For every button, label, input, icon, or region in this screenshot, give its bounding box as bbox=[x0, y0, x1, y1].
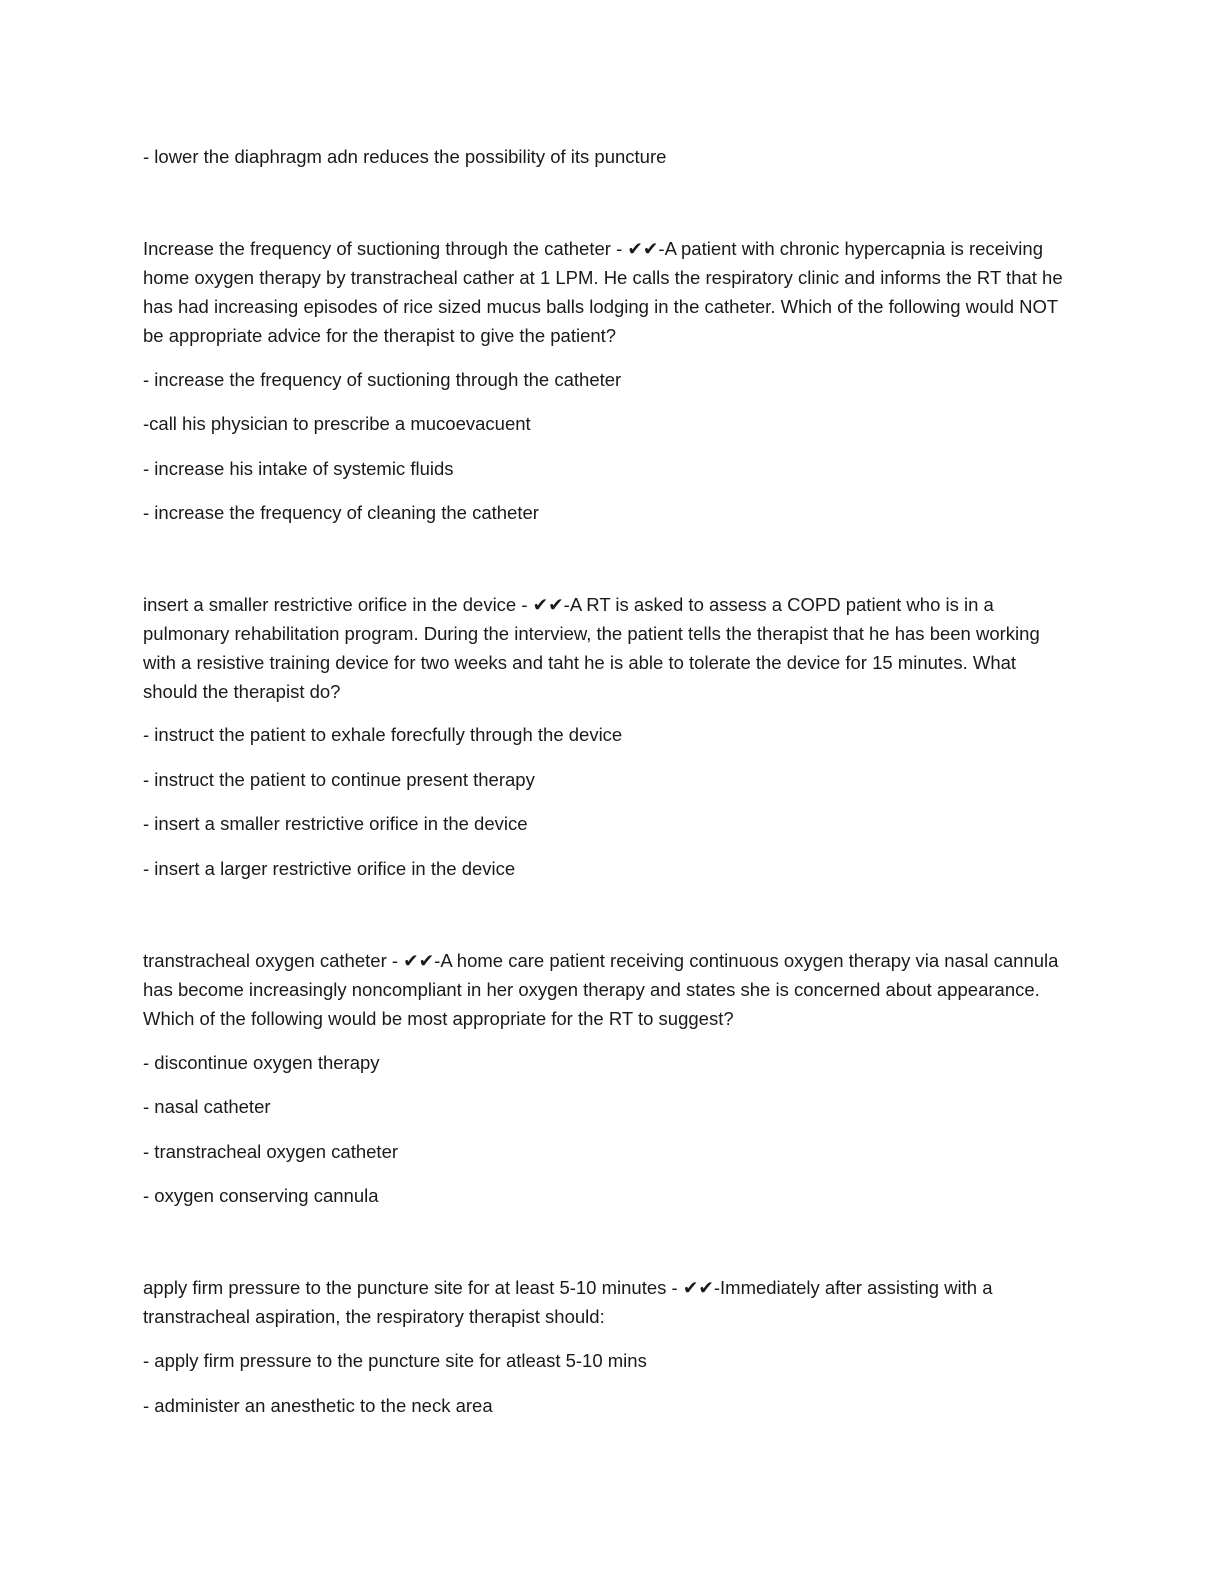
option-line: - insert a larger restrictive orifice in the device bbox=[143, 858, 516, 879]
option-line: - increase his intake of systemic fluids bbox=[143, 458, 454, 479]
question-text: A patient with chronic hypercapnia is receiving home oxygen therapy by transtracheal cather at 1 LPM. He calls the respiratory clinic and informs the RT that he has had increasing episodes of rice sized mucus balls lodging in the catheter. Which of the following would NOT be appropriate advice for the therapist to give the patient? bbox=[143, 238, 1063, 346]
question-block bbox=[143, 946, 1073, 1033]
answer-separator: - ✔✔- bbox=[666, 1277, 721, 1298]
option-line: - transtracheal oxygen catheter bbox=[143, 1141, 399, 1162]
question-text: A home care patient receiving continuous oxygen therapy via nasal cannula has become increasingly noncompliant in her oxygen therapy and states she is concerned about appearance. Which of the following would be most appropriate for the RT to suggest? bbox=[143, 950, 1059, 1029]
answer-text: Increase the frequency of suctioning through the catheter bbox=[143, 238, 611, 259]
option-line: -call his physician to prescribe a mucoevacuent bbox=[143, 413, 531, 434]
option-line: - discontinue oxygen therapy bbox=[143, 1052, 380, 1073]
answer-text: apply firm pressure to the puncture site for at least 5-10 minutes bbox=[143, 1277, 667, 1298]
answer-text: transtracheal oxygen catheter bbox=[143, 950, 387, 971]
option-line: - apply firm pressure to the puncture site for atleast 5-10 mins bbox=[143, 1350, 647, 1371]
option-line: - nasal catheter bbox=[143, 1096, 271, 1117]
answer-separator: - ✔✔- bbox=[610, 238, 665, 259]
question-block bbox=[143, 1273, 1073, 1331]
option-line: - insert a smaller restrictive orifice in the device bbox=[143, 813, 528, 834]
question-text: A RT is asked to assess a COPD patient who is in a pulmonary rehabilitation program. During the interview, the patient tells the therapist that he has been working with a resistive training device for two weeks and taht he is able to tolerate the device for 15 minutes. What should the therapist do? bbox=[143, 594, 1040, 702]
answer-separator: - ✔✔- bbox=[386, 950, 441, 971]
answer-text: insert a smaller restrictive orifice in the device bbox=[143, 594, 517, 615]
option-line: - instruct the patient to exhale forecfully through the device bbox=[143, 724, 623, 745]
option-line: - administer an anesthetic to the neck area bbox=[143, 1395, 493, 1416]
question-block bbox=[143, 234, 1073, 350]
answer-separator: - ✔✔- bbox=[516, 594, 570, 615]
option-line: - oxygen conserving cannula bbox=[143, 1185, 379, 1206]
question-block bbox=[143, 590, 1073, 706]
option-line: - increase the frequency of cleaning the catheter bbox=[143, 502, 539, 523]
question-text: Immediately after assisting with a transtracheal aspiration, the respiratory therapist should: bbox=[143, 1277, 993, 1327]
option-line: - instruct the patient to continue present therapy bbox=[143, 769, 535, 790]
option-line: - lower the diaphragm adn reduces the possibility of its puncture bbox=[143, 146, 667, 167]
option-line: - increase the frequency of suctioning through the catheter bbox=[143, 369, 622, 390]
